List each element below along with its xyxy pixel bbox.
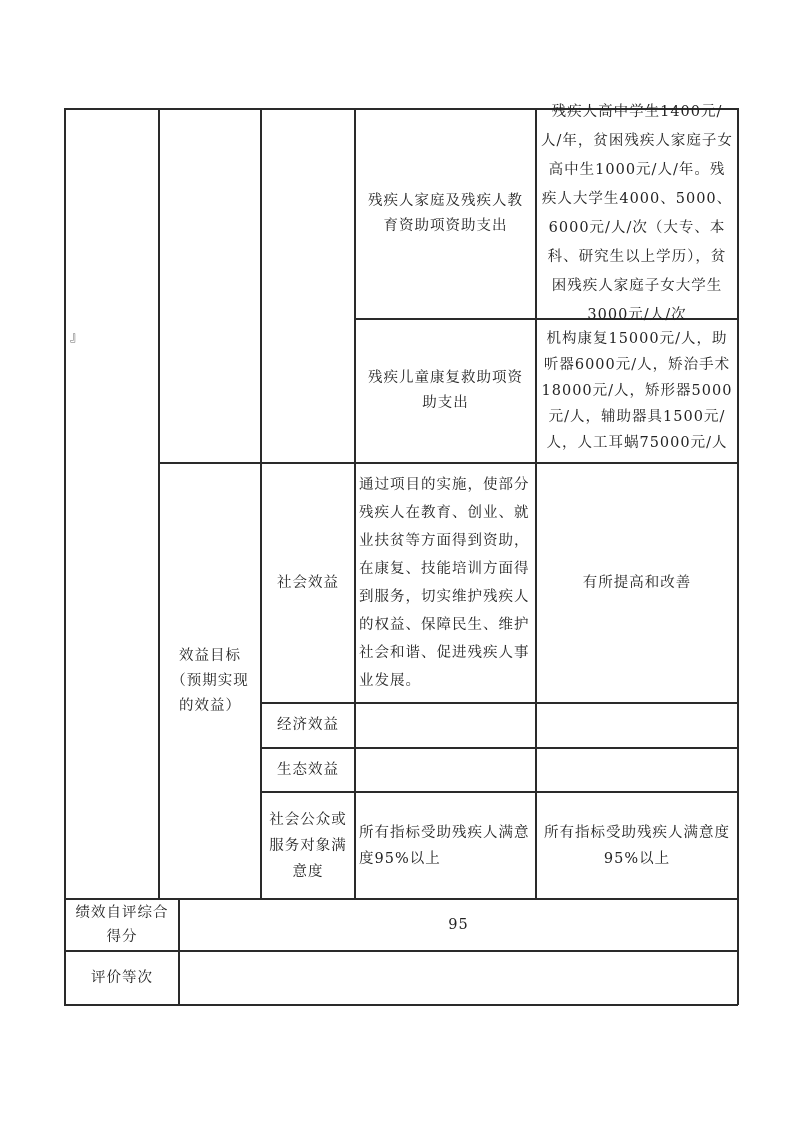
education-aid-value: 残疾人高中学生1400元/人/年，贫困残疾人家庭子女高中生1000元/人/年。残疾人大学生4000、5000、6000元/人/次（大专、本科、研究生以上学历），贫困残疾人家庭子女大学生3000元/人/次 — [541, 104, 733, 323]
economic-benefit-indicator — [356, 704, 535, 747]
satisfaction-value: 所有指标受助残疾人满意度95%以上 — [544, 824, 730, 867]
satisfaction-indicator: 所有指标受助残疾人满意度95%以上 — [359, 824, 530, 867]
grade-value — [180, 952, 737, 1004]
social-benefit-value: 有所提高和改善 — [582, 574, 692, 591]
grade-label: 评价等次 — [91, 969, 153, 986]
ecological-benefit-label: 生态效益 — [277, 761, 339, 778]
score-value: 95 — [448, 916, 469, 933]
ecological-benefit-indicator — [356, 749, 535, 791]
social-benefit-indicator: 通过项目的实施，使部分残疾人在教育、创业、就业扶贫等方面得到资助，在康复、技能培训方面得到服务，切实维护残疾人的权益、保障民生、维护社会和谐、促进残疾人事业发展。 — [359, 477, 530, 689]
margin-mark: 』 — [70, 330, 84, 345]
rehab-aid-value: 机构康复15000元/人，助听器6000元/人，矫治手术18000元/人，矫形器5000元/人，辅助器具1500元/人，人工耳蜗75000元/人 — [541, 331, 733, 451]
economic-benefit-value — [537, 704, 737, 747]
social-benefit-label: 社会效益 — [277, 574, 339, 591]
education-aid-indicator: 残疾人家庭及残疾人教育资助项资助支出 — [368, 193, 523, 234]
score-label: 绩效自评综合得分 — [75, 905, 169, 945]
ecological-benefit-value — [537, 749, 737, 791]
rehab-aid-indicator: 残疾儿童康复救助项资助支出 — [368, 370, 523, 411]
satisfaction-label: 社会公众或服务对象满意度 — [269, 811, 347, 880]
economic-benefit-label: 经济效益 — [277, 717, 339, 733]
benefit-target-label: 效益目标（预期实现的效益） — [171, 647, 249, 714]
